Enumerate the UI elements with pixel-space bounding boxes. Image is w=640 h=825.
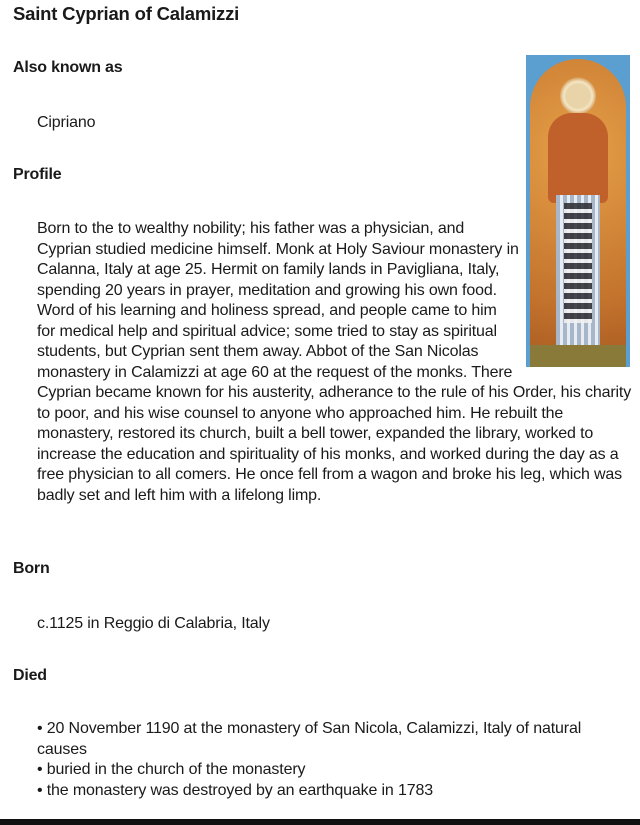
image-float-spacer bbox=[519, 219, 635, 367]
page-title: Saint Cyprian of Calamizzi bbox=[13, 3, 240, 24]
image-robe bbox=[548, 113, 608, 203]
image-halo bbox=[560, 77, 596, 115]
died-item: • the monastery was destroyed by an earthquake in 1783 bbox=[37, 781, 433, 799]
died-item: • buried in the church of the monastery bbox=[37, 761, 306, 778]
died-item: • 20 November 1190 at the monastery of San Nicola, Calamizzi, Italy of natural causes bbox=[37, 720, 582, 758]
also-known-as-value: Cipriano bbox=[37, 114, 96, 131]
profile-text-block bbox=[37, 219, 635, 506]
died-list bbox=[37, 719, 635, 801]
bottom-bar bbox=[0, 819, 640, 825]
heading-also-known-as: Also known as bbox=[13, 59, 123, 76]
born-value: c.1125 in Reggio di Calabria, Italy bbox=[37, 615, 270, 632]
heading-died: Died bbox=[13, 667, 47, 684]
heading-profile: Profile bbox=[13, 166, 62, 183]
profile-text: Born to the to wealthy nobility; his father was a physician, and Cyprian studied medicine himself. Monk at Holy Saviour monastery in Calanna, Italy at age 25. Hermit on family lands in Pavigliana, Italy, spending 20 years in prayer, meditation and growing his own food. Word of his learning and holiness spread, and people came to him for medical help and spiritual advice; some tried to stay as spiritual students, but Cyprian sent them away. Abbot of the San Nicolas monastery in Calamizzi at age 60 at the request of the monks. There Cyprian became known for his austerity, adherance to the rule of his Order, his charity to poor, and his wise counsel to anyone who approached him. He rebuilt the monastery, restored its church, built a bell tower, expanded the library, worked to increase the education and spirituality of his monks, and worked during the day as a free physician to all comers. He once fell from a wagon and broke his leg, which was badly set and left him with a lifelong limp. bbox=[37, 220, 632, 504]
heading-born: Born bbox=[13, 560, 50, 577]
